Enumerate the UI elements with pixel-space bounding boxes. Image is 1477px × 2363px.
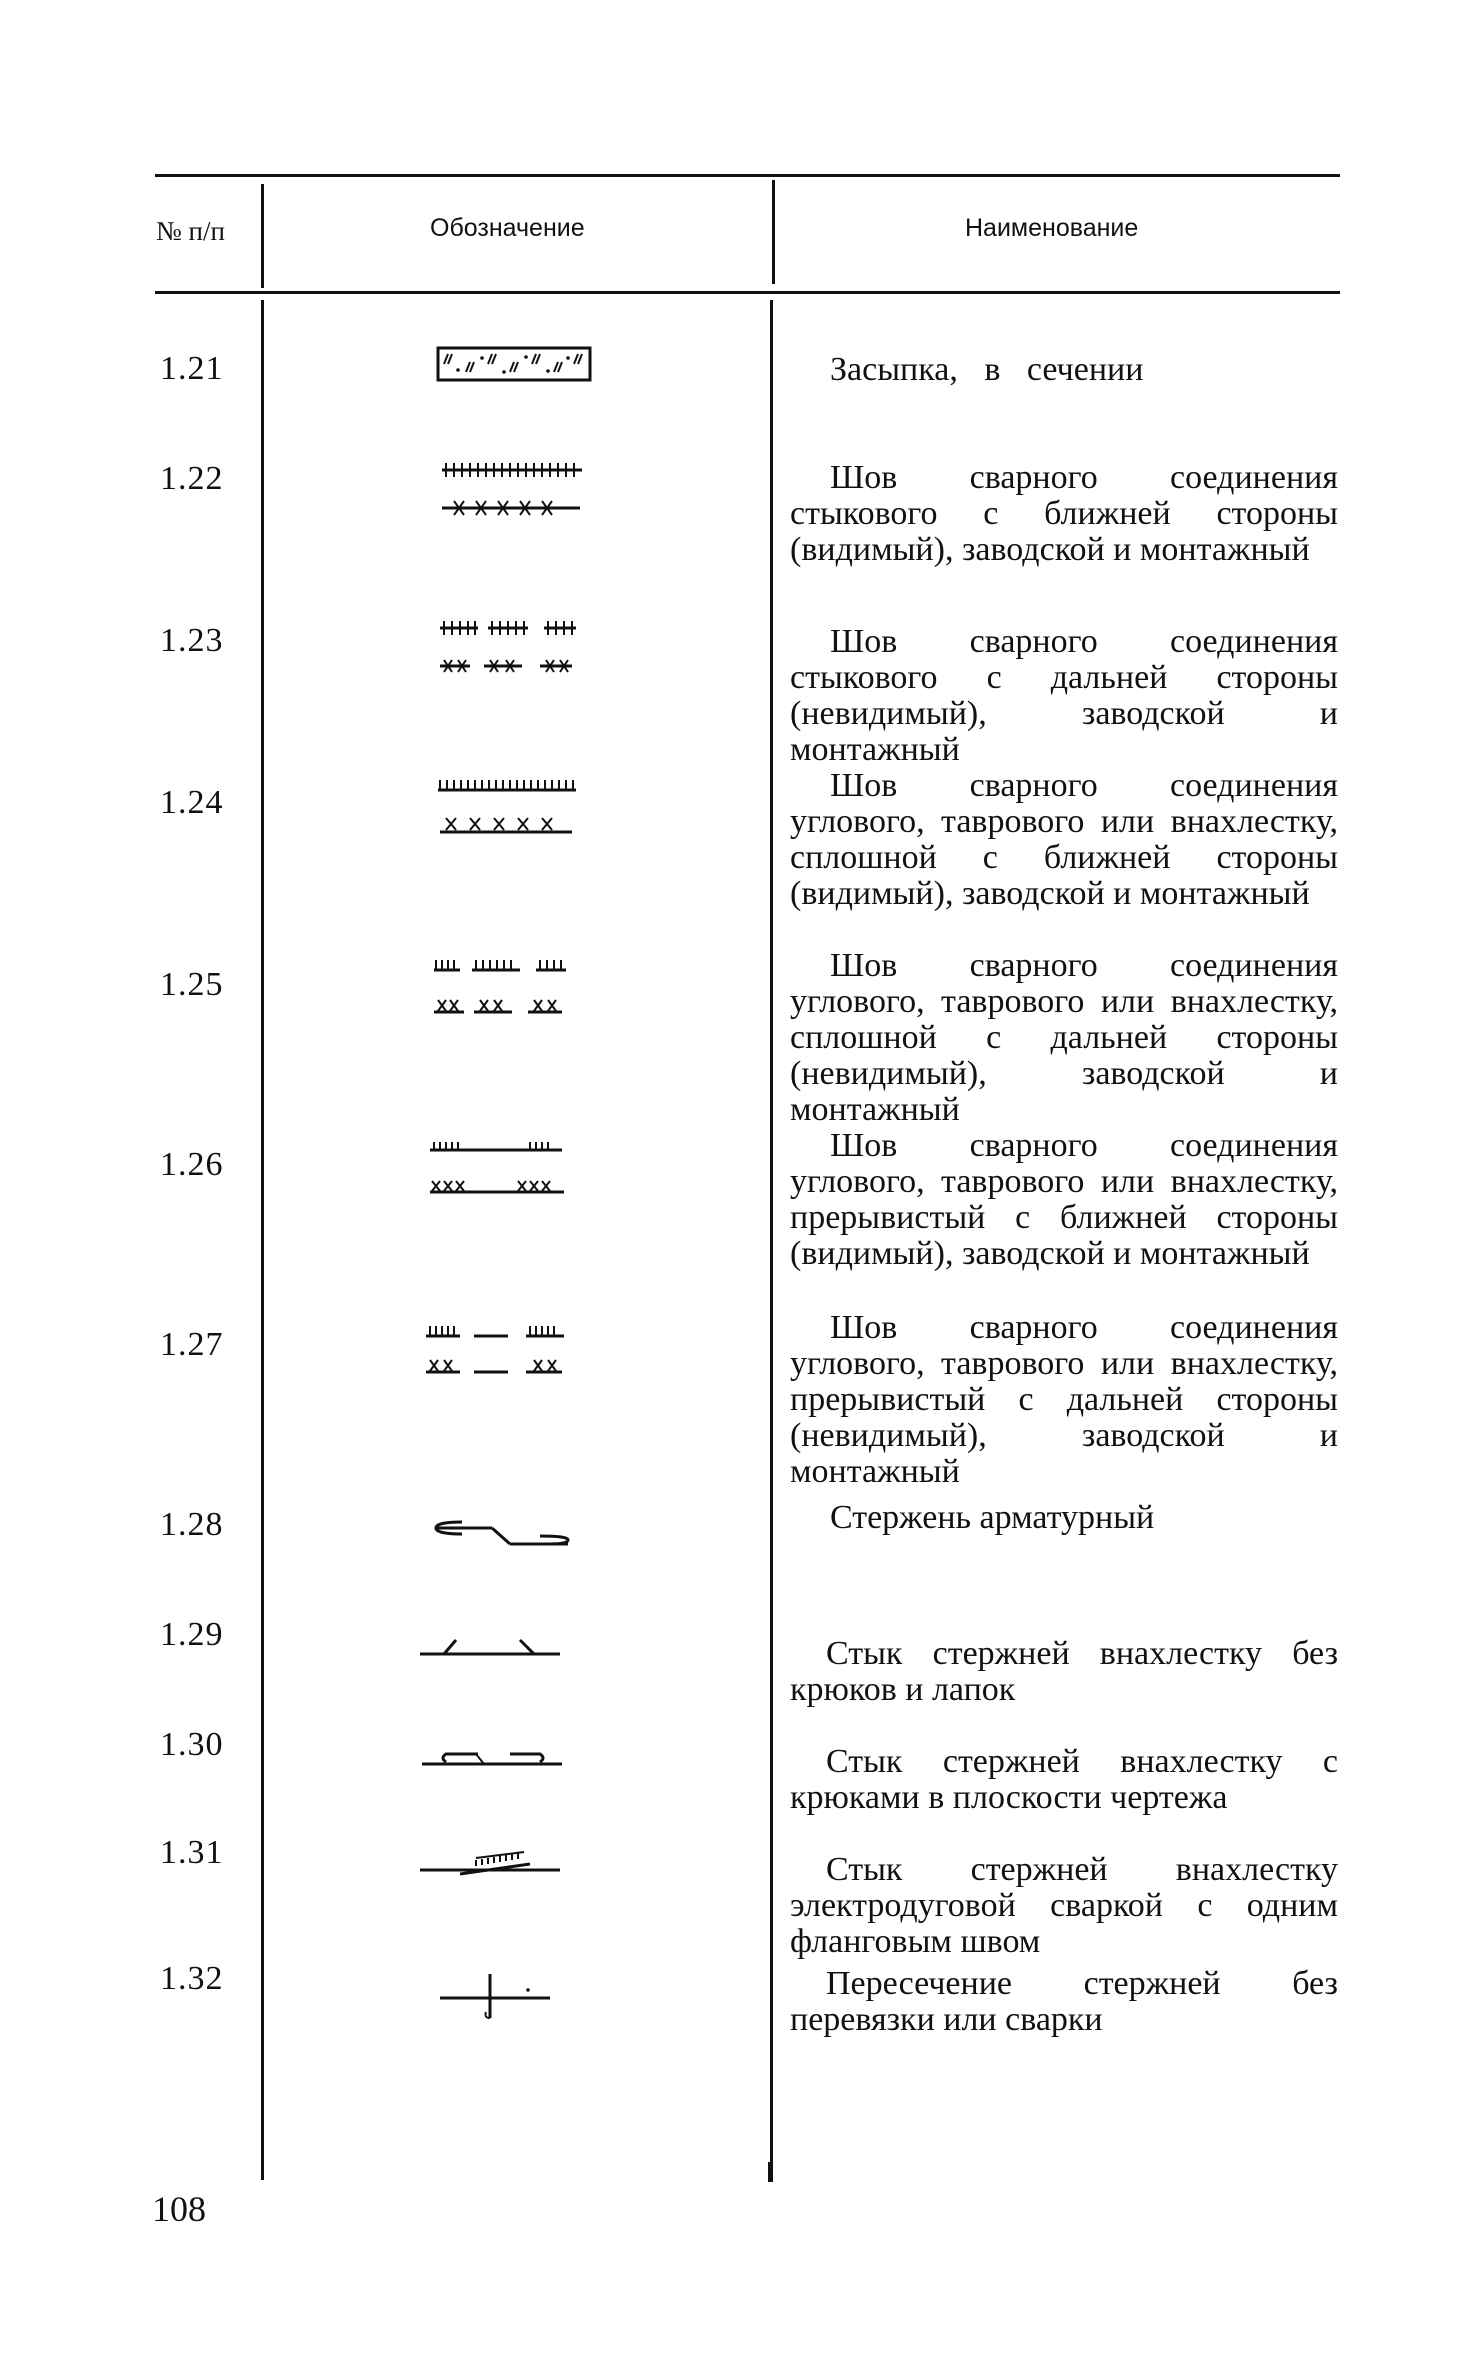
rebar-rod-icon — [400, 1492, 630, 1572]
lap-splice-no-hooks-icon — [400, 1610, 630, 1690]
butt-weld-far-side-icon — [400, 608, 630, 688]
column-divider-left-header — [261, 184, 264, 288]
row-description: Стык стержней внахлестку без крюков и лапок — [790, 1635, 1338, 1708]
header-name: Наименование — [965, 214, 1139, 242]
row-number: 1.22 — [160, 460, 224, 497]
header-number: № п/п — [156, 216, 225, 246]
row-number: 1.21 — [160, 350, 224, 387]
row-description: Стык стержней внахлестку с крюками в плоскости чертежа — [790, 1743, 1338, 1816]
row-number: 1.29 — [160, 1616, 224, 1653]
page-number: 108 — [152, 2189, 206, 2229]
fillet-weld-continuous-far-icon — [400, 948, 630, 1028]
row-number: 1.32 — [160, 1960, 224, 1997]
fillet-weld-continuous-near-icon — [400, 770, 630, 850]
row-number: 1.23 — [160, 622, 224, 659]
divider-end-mark — [768, 2162, 773, 2182]
row-description: Пересечение стержней без перевязки или сварки — [790, 1965, 1338, 2038]
row-number: 1.26 — [160, 1146, 224, 1183]
row-number: 1.31 — [160, 1834, 224, 1871]
column-divider-left — [261, 300, 264, 2180]
column-divider-right-header — [772, 180, 775, 284]
row-number: 1.25 — [160, 966, 224, 1003]
lap-splice-arc-weld-icon — [400, 1828, 630, 1908]
row-description: Шов сварного соединения стыкового с дальней стороны (невидимый), заводской и монтажный — [790, 623, 1338, 768]
rod-crossing-icon — [400, 1956, 630, 2036]
row-description: Засыпка, в сечении — [830, 351, 1144, 388]
row-description: Шов сварного соединения углового, таврового или внахлестку, сплошной с дальней стороны (невидимый), заводской и монтажный — [790, 947, 1338, 1128]
backfill-section-icon — [400, 330, 630, 410]
row-description: Шов сварного соединения углового, таврового или внахлестку, сплошной с ближней стороны (видимый), заводской и монтажный — [790, 767, 1338, 912]
header-symbol: Обозначение — [430, 214, 585, 242]
row-description: Шов сварного соединения углового, таврового или внахлестку, прерывистый с ближней стороны (видимый), заводской и монтажный — [790, 1127, 1338, 1272]
table-top-rule — [155, 174, 1340, 177]
row-number: 1.24 — [160, 784, 224, 821]
row-description: Стержень арматурный — [830, 1499, 1155, 1536]
lap-splice-hooks-icon — [400, 1716, 630, 1796]
row-number: 1.30 — [160, 1726, 224, 1763]
row-description: Шов сварного соединения углового, таврового или внахлестку, прерывистый с дальней стороны (невидимый), заводской и монтажный — [790, 1309, 1338, 1490]
row-number: 1.28 — [160, 1506, 224, 1543]
table-header-rule — [155, 291, 1340, 294]
column-divider-right — [770, 300, 773, 2180]
row-number: 1.27 — [160, 1326, 224, 1363]
row-description: Шов сварного соединения стыкового с ближней стороны (видимый), заводской и монтажный — [790, 459, 1338, 568]
fillet-weld-intermittent-near-icon — [400, 1128, 630, 1208]
butt-weld-near-side-icon — [400, 448, 630, 528]
fillet-weld-intermittent-far-icon — [400, 1306, 630, 1386]
row-description: Стык стержней внахлестку электродуговой сваркой с одним фланговым швом — [790, 1851, 1338, 1960]
